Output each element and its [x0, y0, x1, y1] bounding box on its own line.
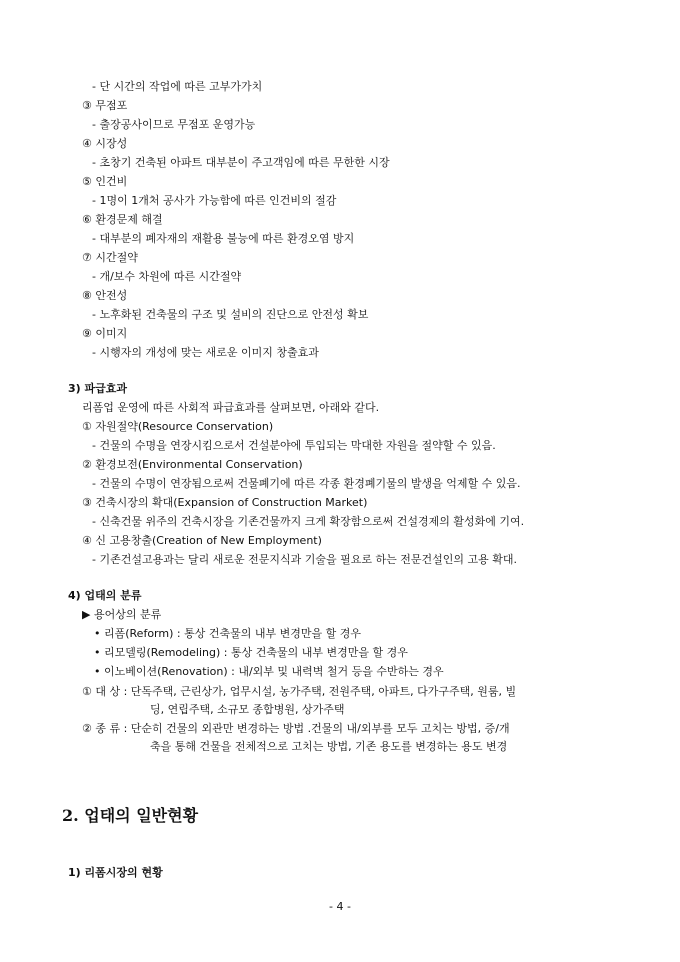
list-heading: ⑥ 환경문제 해결: [82, 213, 163, 226]
list-heading: ① 자원절약(Resource Conservation): [82, 420, 274, 433]
list-heading: ③ 건축시장의 확대(Expansion of Construction Market): [82, 496, 368, 509]
term-item: • 리폼(Reform) : 통상 건축물의 내부 변경만을 할 경우: [94, 627, 361, 640]
list-heading: ⑦ 시간절약: [82, 251, 138, 264]
text-line: - 1명이 1개처 공사가 가능함에 따른 인건비의 절감: [92, 194, 337, 207]
target-line-cont: 딩, 연립주택, 소규모 종합병원, 상가주택: [150, 703, 345, 716]
text-line: - 출장공사이므로 무점포 운영가능: [92, 118, 256, 131]
section-intro: 리폼업 운영에 따른 사회적 파급효과를 살펴보면, 아래와 같다.: [82, 401, 380, 414]
text-line: - 기존건설고용과는 달리 새로운 전문지식과 기술을 필요로 하는 전문건설인의 고용 확대.: [92, 553, 517, 566]
list-heading: ④ 신 고용창출(Creation of New Employment): [82, 534, 322, 547]
list-heading: ③ 무점포: [82, 99, 128, 112]
section-heading: 4) 업태의 분류: [68, 589, 142, 602]
list-heading: ⑧ 안전성: [82, 289, 128, 302]
text-line: - 대부분의 폐자재의 재활용 불능에 따른 환경오염 방지: [92, 232, 355, 245]
term-item: • 이노베이션(Renovation) : 내/외부 및 내력벽 철거 등을 수반하는 경우: [94, 665, 444, 678]
section-heading: 3) 파급효과: [68, 382, 128, 395]
chapter-title: 2. 업태의 일반현황: [62, 806, 199, 825]
text-line: - 개/보수 차원에 따른 시간절약: [92, 270, 242, 283]
list-heading: ⑤ 인건비: [82, 175, 128, 188]
term-item: • 리모델링(Remodeling) : 통상 건축물의 내부 변경만을 할 경우: [94, 646, 408, 659]
kind-line: ② 종 류 : 단순히 건물의 외관만 변경하는 방법 .건물의 내/외부를 모두 고치는 방법, 증/개: [82, 722, 510, 735]
text-line: - 단 시간의 작업에 따른 고부가가치: [92, 80, 263, 93]
list-heading: ⑨ 이미지: [82, 327, 128, 340]
list-heading: ④ 시장성: [82, 137, 128, 150]
page-number: - 4 -: [329, 900, 351, 913]
target-line: ① 대 상 : 단독주택, 근린상가, 업무시설, 농가주택, 전원주택, 아파트, 다가구주택, 원룸, 빌: [82, 685, 517, 698]
text-line: - 건물의 수명이 연장됨으로써 건물폐기에 따른 각종 환경폐기물의 발생을 억제할 수 있음.: [92, 477, 521, 490]
text-line: - 신축건물 위주의 건축시장을 기존건물까지 크게 확장함으로써 건설경제의 활성화에 기여.: [92, 515, 525, 528]
section-heading: 1) 리폼시장의 현황: [68, 866, 163, 879]
text-line: - 시행자의 개성에 맞는 새로운 이미지 창출효과: [92, 346, 319, 359]
subsection-heading: ▶ 용어상의 분류: [82, 608, 162, 621]
text-line: - 초창기 건축된 아파트 대부분이 주고객임에 따른 무한한 시장: [92, 156, 390, 169]
list-heading: ② 환경보전(Environmental Conservation): [82, 458, 303, 471]
kind-line-cont: 축을 통해 건물을 전체적으로 고치는 방법, 기존 용도를 변경하는 용도 변경: [150, 740, 508, 753]
text-line: - 노후화된 건축물의 구조 및 설비의 진단으로 안전성 확보: [92, 308, 369, 321]
text-line: - 건물의 수명을 연장시킴으로서 건설분야에 투입되는 막대한 자원을 절약할 수 있음.: [92, 439, 496, 452]
